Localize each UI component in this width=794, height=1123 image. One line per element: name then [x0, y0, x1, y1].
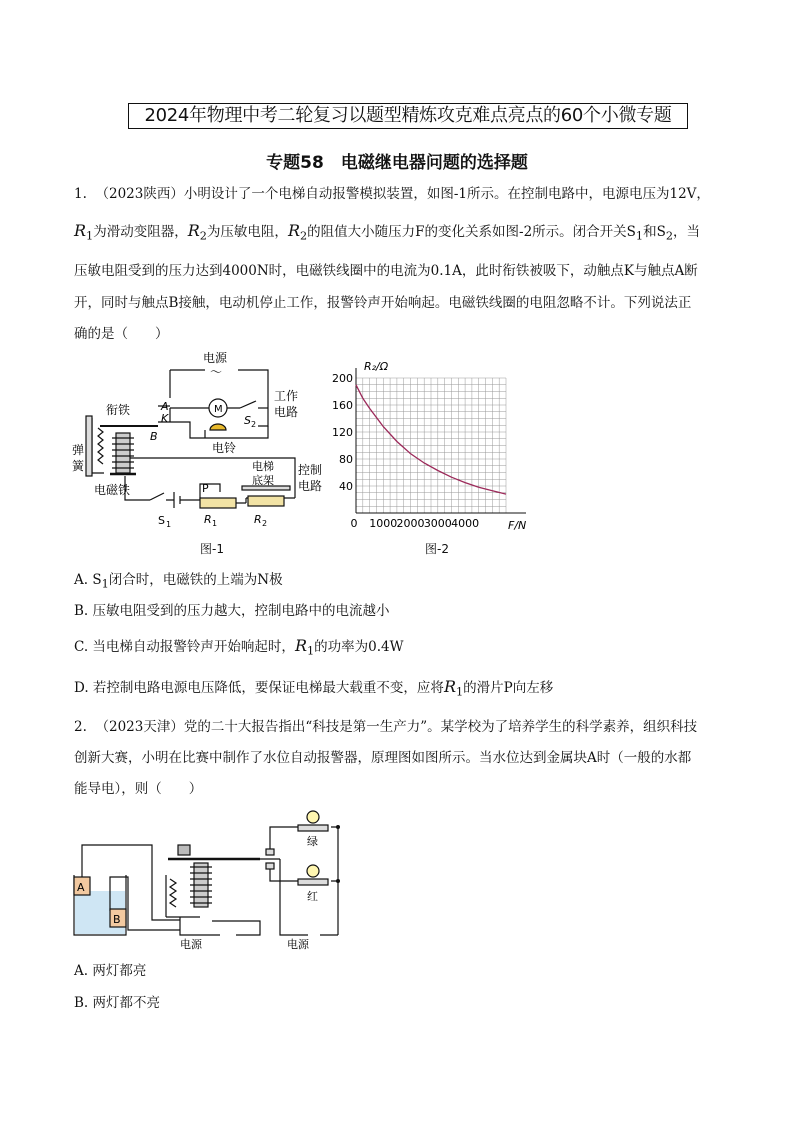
- svg-text:控制: 控制: [298, 463, 323, 477]
- q1-line-4: 开，同时与触点B接触，电动机停止工作，报警铃声开始响起。电磁铁线圈的电阻忽略不计。下列说法正: [74, 295, 692, 311]
- q1-line-1: 1. （2023陕西）小明设计了一个电梯自动报警模拟装置，如图-1所示。在控制电路中，电源电压为12V，: [74, 186, 710, 202]
- svg-text:B: B: [113, 913, 121, 926]
- svg-text:电铃: 电铃: [212, 441, 237, 455]
- q1-option-a: A. $S_1$闭合时，电磁铁的上端为N极: [74, 572, 283, 591]
- svg-text:电路: 电路: [298, 479, 323, 493]
- svg-text:电梯: 电梯: [252, 460, 274, 473]
- svg-text:A: A: [161, 400, 169, 413]
- svg-text:2: 2: [262, 519, 268, 528]
- y-tick-label: 160: [332, 399, 353, 412]
- circuit-figure-1: [70, 348, 330, 533]
- svg-text:电源: 电源: [203, 351, 228, 365]
- svg-text:1: 1: [212, 519, 218, 528]
- svg-text:R: R: [254, 513, 262, 526]
- figure-2-caption: 图-2: [425, 542, 449, 556]
- y-axis-label: R₂/Ω: [364, 360, 389, 373]
- svg-text:A: A: [77, 881, 85, 894]
- svg-text:电路: 电路: [274, 405, 299, 419]
- svg-text:P: P: [202, 482, 209, 495]
- x-axis-label: F/N: [508, 519, 527, 532]
- svg-text:B: B: [150, 430, 158, 443]
- y-tick-label: 200: [332, 372, 353, 385]
- svg-text:1: 1: [166, 520, 172, 529]
- svg-text:K: K: [161, 412, 169, 425]
- svg-text:弹: 弹: [72, 443, 85, 457]
- q1-option-c: C. 当电梯自动报警铃声开始响起时，$R_1$的功率为0.4W: [74, 636, 404, 658]
- svg-text:红: 红: [307, 890, 318, 903]
- x-tick-label: 2000: [396, 517, 425, 530]
- y-tick-label: 120: [332, 426, 353, 439]
- svg-text:簧: 簧: [72, 459, 85, 473]
- svg-text:M: M: [214, 404, 223, 415]
- y-tick-label: 80: [339, 453, 353, 466]
- y-tick-label: 40: [339, 480, 353, 493]
- svg-text:底架: 底架: [252, 474, 274, 487]
- svg-text:衔铁: 衔铁: [106, 403, 131, 417]
- svg-text:绿: 绿: [307, 835, 318, 848]
- x-tick-label: 4000: [451, 517, 480, 530]
- svg-text:R: R: [204, 513, 212, 526]
- svg-text:S: S: [244, 414, 251, 427]
- page-title: 2024年物理中考二轮复习以题型精炼攻克难点亮点的60个小微专题: [128, 103, 688, 129]
- q2-option-a: A. 两灯都亮: [74, 963, 147, 979]
- q1-line-2: $R_1$为滑动变阻器，$R_2$为压敏电阻，$R_2$的阻值大小随压力F的变化关系如图-2所示。闭合开关$S_1$和$S_2$，当: [74, 221, 701, 243]
- svg-text:电源: 电源: [287, 938, 309, 951]
- q2-line-3: 能导电），则（ ）: [74, 781, 203, 797]
- svg-text:工作: 工作: [274, 389, 299, 403]
- q1-option-d: D. 若控制电路电源电压降低，要保证电梯最大载重不变，应将$R_1$的滑片P向左移: [74, 677, 554, 699]
- svg-text:～: ～: [210, 365, 223, 379]
- svg-text:2: 2: [251, 420, 257, 429]
- x-tick-label: 1000: [369, 517, 398, 530]
- q2-line-2: 创新大赛，小明在比赛中制作了水位自动报警器，原理图如图所示。当水位达到金属块A时（一般的水都: [74, 750, 692, 766]
- section-subtitle: 专题58 电磁继电器问题的选择题: [266, 153, 528, 173]
- q2-line-1: 2. （2023天津）党的二十大报告指出“科技是第一生产力”。某学校为了培养学生的科学素养，组织科技: [74, 719, 698, 735]
- q2-option-b: B. 两灯都不亮: [74, 995, 161, 1011]
- q1-line-3: 压敏电阻受到的压力达到4000N时，电磁铁线圈中的电流为0.1A，此时衔铁被吸下，动触点K与触点A断: [74, 263, 698, 279]
- q1-option-b: B. 压敏电阻受到的压力越大，控制电路中的电流越小: [74, 603, 390, 619]
- svg-text:电磁铁: 电磁铁: [94, 483, 131, 497]
- circuit-figure-2: [70, 805, 350, 955]
- svg-text:S: S: [158, 514, 165, 527]
- svg-text:电源: 电源: [180, 938, 202, 951]
- resistance-force-chart: [330, 358, 550, 533]
- q1-line-5: 确的是（ ）: [74, 326, 169, 342]
- figure-1-caption: 图-1: [200, 542, 224, 556]
- origin-label: 0: [350, 517, 358, 530]
- x-tick-label: 3000: [423, 517, 452, 530]
